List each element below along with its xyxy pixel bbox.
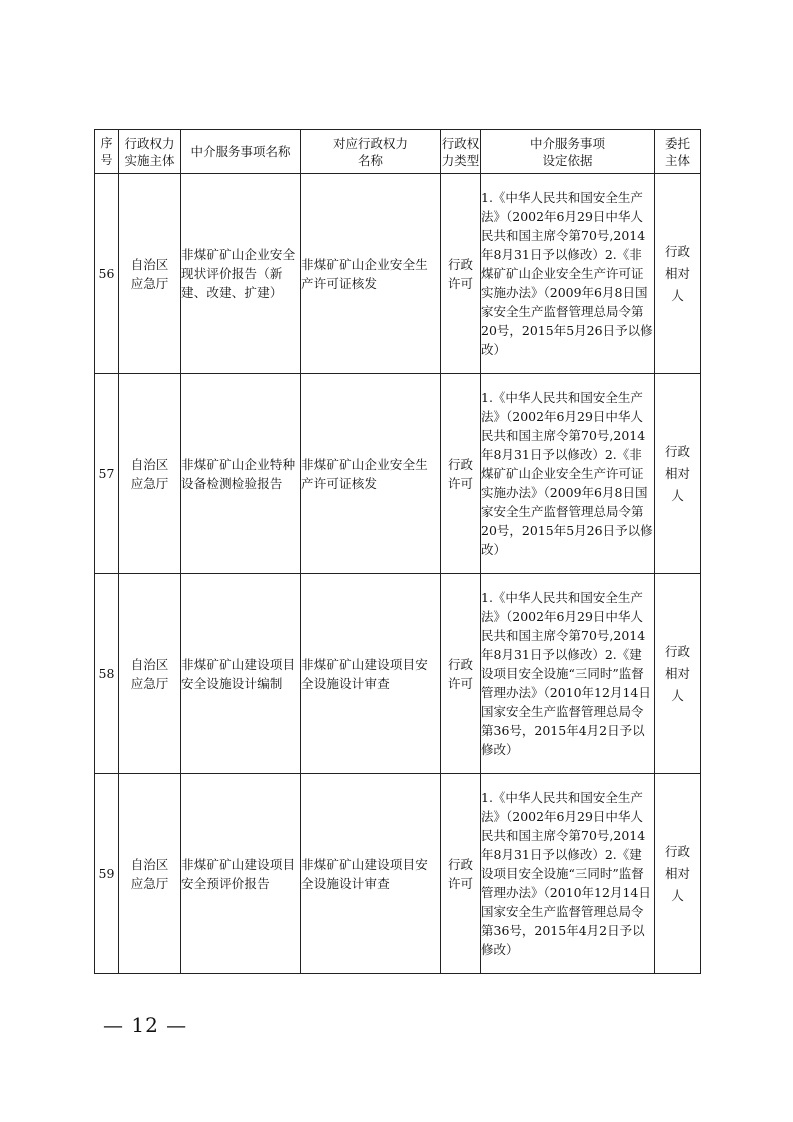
table-row [95, 574, 701, 774]
row-subject: 自治区应急厅 [119, 774, 181, 974]
row-entrust: 行政相对人 [655, 374, 701, 574]
row-power-name: 非煤矿矿山建设项目安全设施设计审查 [301, 574, 441, 774]
table-row [95, 774, 701, 974]
row-power-name: 非煤矿矿山企业安全生产许可证核发 [301, 174, 441, 374]
table-row [95, 174, 701, 374]
header-power-name: 对应行政权力名称 [301, 130, 441, 174]
row-basis: 1.《中华人民共和国安全生产法》（2002年6月29日中华人民共和国主席令第70号,2014年8月31日予以修改）2.《建设项目安全设施“三同时”监督管理办法》（2010年12月14日国家安全生产监督管理总局令第36号，2015年4月2日予以修改） [481, 574, 655, 774]
row-entrust: 行政相对人 [655, 574, 701, 774]
row-number: 58 [95, 574, 119, 774]
row-basis: 1.《中华人民共和国安全生产法》（2002年6月29日中华人民共和国主席令第70号,2014年8月31日予以修改）2.《非煤矿矿山企业安全生产许可证实施办法》（2009年6月8日国家安全生产监督管理总局令第20号，2015年5月26日予以修改） [481, 174, 655, 374]
table-row [95, 374, 701, 574]
row-power-type: 行政许可 [441, 374, 481, 574]
row-service-name: 非煤矿矿山企业特种设备检测检验报告 [181, 374, 301, 574]
row-number: 57 [95, 374, 119, 574]
row-service-name: 非煤矿矿山建设项目安全设施设计编制 [181, 574, 301, 774]
row-service-name: 非煤矿矿山企业安全现状评价报告（新建、改建、扩建） [181, 174, 301, 374]
row-entrust: 行政相对人 [655, 174, 701, 374]
row-basis: 1.《中华人民共和国安全生产法》（2002年6月29日中华人民共和国主席令第70号,2014年8月31日予以修改）2.《非煤矿矿山企业安全生产许可证实施办法》（2009年6月8日国家安全生产监督管理总局令第20号，2015年5月26日予以修改） [481, 374, 655, 574]
row-power-type: 行政许可 [441, 574, 481, 774]
header-subject: 行政权力实施主体 [119, 130, 181, 174]
row-number: 56 [95, 174, 119, 374]
row-subject: 自治区应急厅 [119, 174, 181, 374]
services-table [94, 129, 701, 974]
row-power-type: 行政许可 [441, 774, 481, 974]
row-power-name: 非煤矿矿山企业安全生产许可证核发 [301, 374, 441, 574]
header-num: 序号 [95, 130, 119, 174]
row-subject: 自治区应急厅 [119, 374, 181, 574]
header-service-name: 中介服务事项名称 [181, 130, 301, 174]
row-entrust: 行政相对人 [655, 774, 701, 974]
row-subject: 自治区应急厅 [119, 574, 181, 774]
table-header-row [95, 130, 701, 174]
header-basis: 中介服务事项设定依据 [481, 130, 655, 174]
row-power-name: 非煤矿矿山建设项目安全设施设计审查 [301, 774, 441, 974]
page-number: — 12 — [103, 1013, 188, 1037]
row-number: 59 [95, 774, 119, 974]
row-power-type: 行政许可 [441, 174, 481, 374]
row-basis: 1.《中华人民共和国安全生产法》（2002年6月29日中华人民共和国主席令第70号,2014年8月31日予以修改）2.《建设项目安全设施“三同时”监督管理办法》（2010年12月14日国家安全生产监督管理总局令第36号，2015年4月2日予以修改） [481, 774, 655, 974]
header-power-type: 行政权力类型 [441, 130, 481, 174]
row-service-name: 非煤矿矿山建设项目安全预评价报告 [181, 774, 301, 974]
header-entrust: 委托主体 [655, 130, 701, 174]
